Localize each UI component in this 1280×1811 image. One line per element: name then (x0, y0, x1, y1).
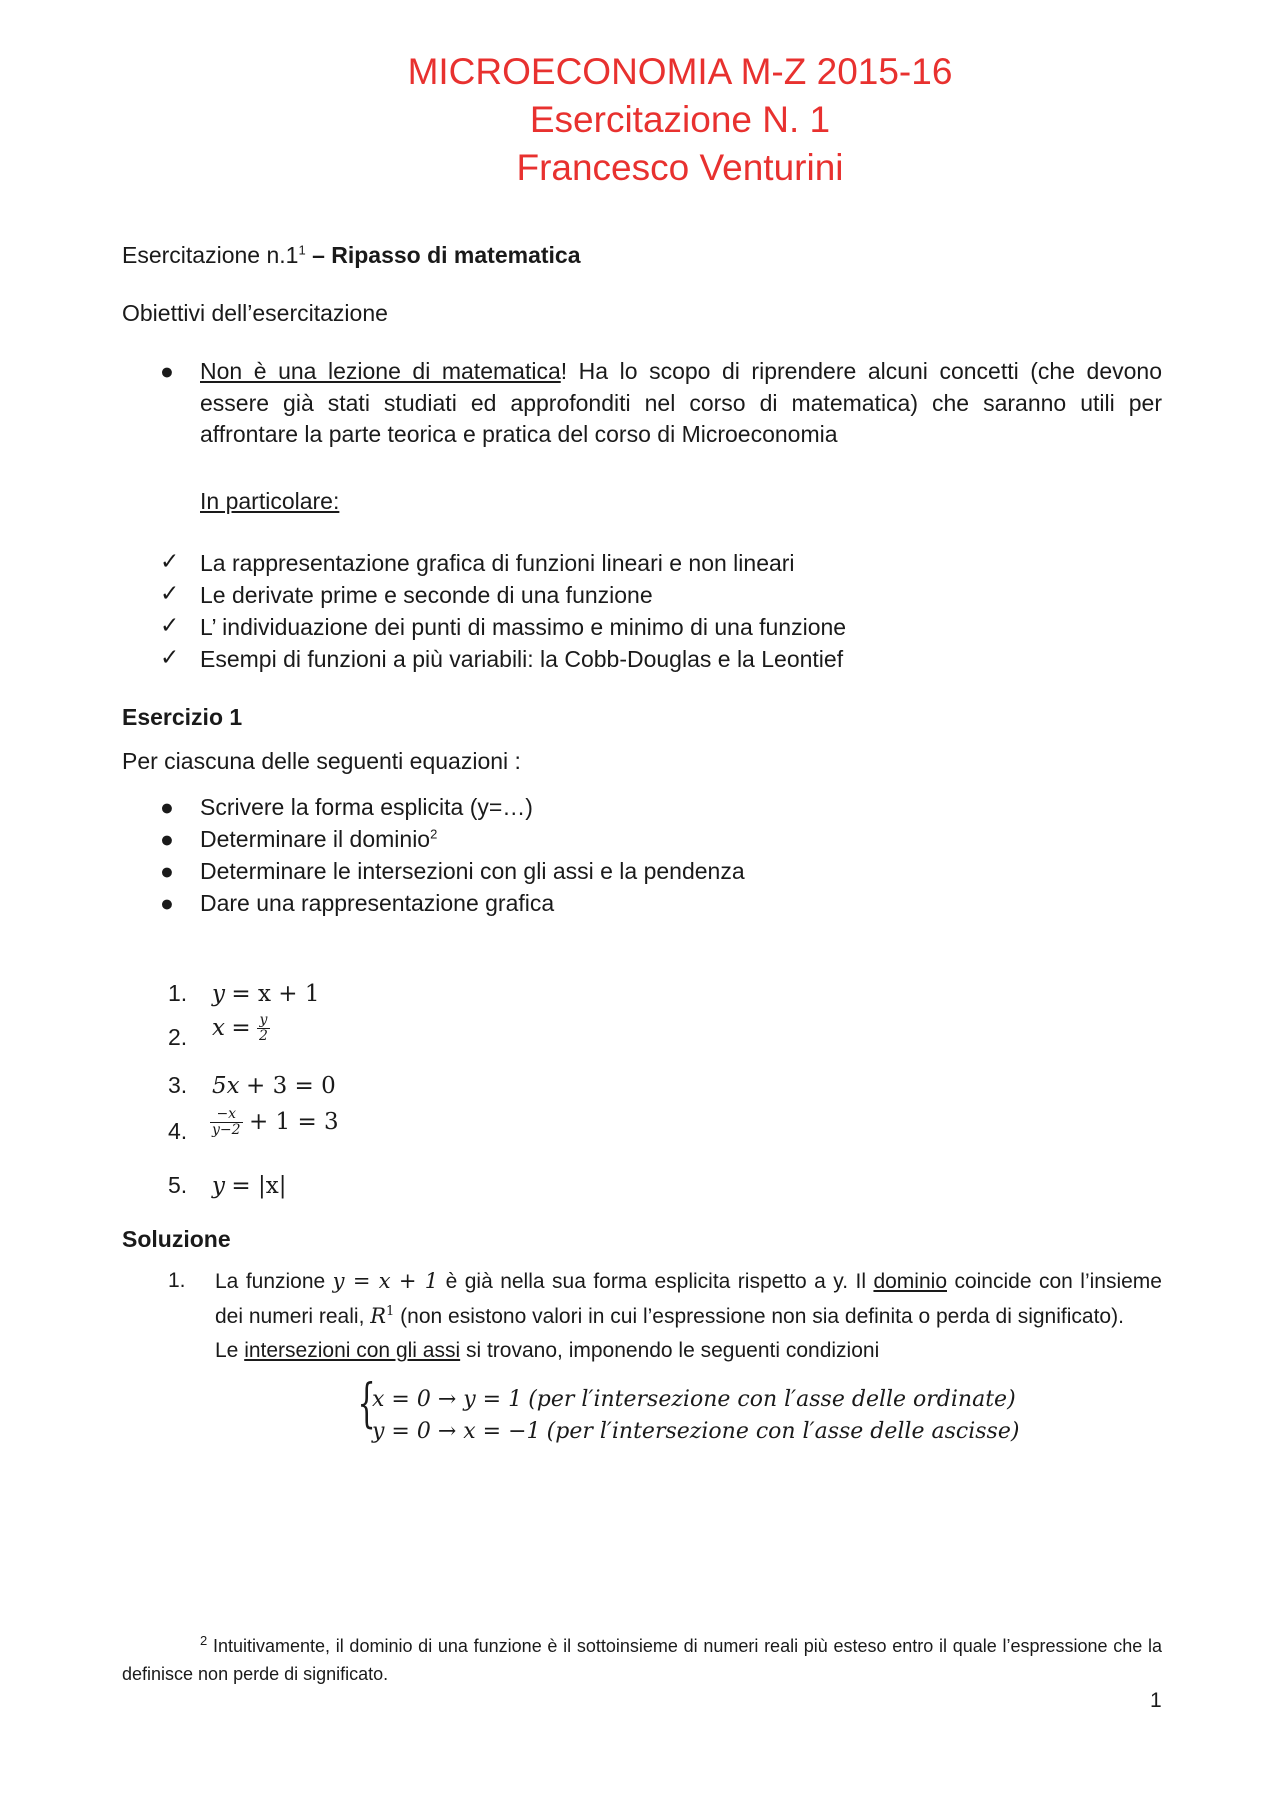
course-title: MICROECONOMIA M-Z 2015-16 (407, 51, 953, 92)
sol-R-sup: 1 (386, 1304, 395, 1319)
footnote-ref-2: 2 (430, 826, 438, 842)
sol-dominio: dominio (873, 1270, 947, 1293)
eq-lhs: y (212, 1173, 225, 1199)
checklist-item: L’ individuazione dei punti di massimo e minimo di una funzione (200, 614, 847, 640)
eq-lhs: x (212, 1015, 225, 1041)
equation-number: 3. (168, 1072, 188, 1098)
sol-text: (non esistono valori in cui l’espressione non sia definita o perda di significato). (394, 1305, 1124, 1328)
cond-eq: x = 0 → y = 1 (372, 1387, 523, 1412)
equation-1 (212, 978, 319, 1009)
eq-rhs: + 1 = 3 (248, 1109, 339, 1135)
eq-rhs: = x + 1 (231, 981, 320, 1007)
sol-text: La funzione (215, 1270, 333, 1293)
solution-paragraph (215, 1264, 1162, 1368)
fraction-denominator: 2 (259, 1028, 268, 1045)
condition-2 (372, 1416, 1019, 1447)
sol-text: coincide con l’insieme dei numeri reali, (215, 1270, 1162, 1328)
equation-3 (212, 1070, 336, 1101)
checklist-item: Esempi di funzioni a più variabili: la Cobb-Douglas e la Leontief (200, 646, 844, 672)
objectives-heading: Obiettivi dell’esercitazione (122, 300, 388, 326)
footnote-text: Intuitivamente, il dominio di una funzione è il sottoinsieme di numeri reali più esteso entro il quale l’espressione che la definisce non perde di significato. (122, 1636, 1162, 1684)
system-brace: { (357, 1374, 376, 1434)
sol-R: R (370, 1304, 387, 1328)
task-item: Determinare le intersezioni con gli assi e la pendenza (200, 858, 745, 884)
particular-label: In particolare: (200, 488, 340, 514)
objectives-text: ! Ha lo scopo di riprendere alcuni concetti (che devono essere già stati studiati ed approfonditi nel corso di matematica) che saranno utili per affrontare la parte teorica e pratica del corso di Microeconomia (200, 358, 1163, 447)
footnote (122, 1632, 1162, 1688)
fraction-numerator: y (257, 1013, 270, 1029)
eq-fraction (210, 1107, 243, 1138)
equation-number: 4. (168, 1118, 188, 1144)
exercise-lead: Per ciascuna delle seguenti equazioni : (122, 748, 521, 774)
task-item-text: Determinare il dominio (200, 826, 431, 852)
equation-5 (212, 1170, 286, 1201)
equation-number: 5. (168, 1172, 188, 1198)
session-title: Esercitazione N. 1 (529, 99, 831, 140)
solution-item-number: 1. (168, 1269, 186, 1292)
task-item: Scrivere la forma esplicita (y=…) (200, 794, 533, 820)
sol-equation: y = x + 1 (332, 1269, 439, 1293)
eq-rhs: = |x| (231, 1173, 287, 1199)
equation-number: 1. (168, 980, 188, 1006)
page-number: 1 (1150, 1689, 1162, 1712)
section-title-prefix: Esercitazione n.1 (122, 242, 299, 268)
bullet-dot: ● (160, 890, 174, 916)
eq-fraction (257, 1013, 270, 1044)
checklist-item: La rappresentazione grafica di funzioni lineari e non lineari (200, 550, 795, 576)
footnote-number: 2 (200, 1633, 208, 1648)
fraction-denominator: y−2 (212, 1122, 241, 1139)
cond-note: (per l′intersezione con l′asse delle ordinate) (528, 1387, 1016, 1412)
bullet-dot: ● (160, 358, 174, 384)
sol-text: Le (215, 1339, 245, 1362)
eq-lhs: y (212, 981, 225, 1007)
check-icon: ✓ (160, 580, 180, 606)
check-icon: ✓ (160, 644, 180, 670)
exercise-heading: Esercizio 1 (122, 704, 243, 730)
sol-intersezioni: intersezioni con gli assi (244, 1339, 461, 1362)
footnote-ref-1: 1 (298, 242, 306, 258)
checklist-item: Le derivate prime e seconde di una funzione (200, 582, 653, 608)
check-icon: ✓ (160, 612, 180, 638)
sol-text: è già nella sua forma esplicita rispetto a y. Il (438, 1270, 874, 1293)
section-title (122, 240, 581, 270)
equation-4 (210, 1106, 339, 1138)
objectives-paragraph (200, 356, 1162, 451)
cond-eq: y = 0 → x = −1 (372, 1419, 541, 1444)
eq-rhs: = (231, 1015, 251, 1041)
author-name: Francesco Venturini (516, 147, 844, 188)
equation-2 (212, 1012, 270, 1044)
fraction-numerator: −x (210, 1107, 243, 1123)
solution-heading: Soluzione (122, 1226, 231, 1252)
bullet-dot: ● (160, 826, 174, 852)
condition-1 (372, 1384, 1016, 1415)
check-icon: ✓ (160, 548, 180, 574)
sol-text: si trovano, imponendo le seguenti condizioni (460, 1339, 880, 1362)
section-title-bold: – Ripasso di matematica (312, 242, 581, 268)
eq-rhs: + 3 = 0 (246, 1073, 336, 1099)
eq-lhs: 5x (212, 1073, 240, 1099)
bullet-dot: ● (160, 794, 174, 820)
equation-number: 2. (168, 1024, 188, 1050)
bullet-dot: ● (160, 858, 174, 884)
objectives-underlined: Non è una lezione di matematica (200, 358, 561, 384)
task-item: Dare una rappresentazione grafica (200, 890, 555, 916)
task-item (200, 824, 437, 854)
cond-note: (per l′intersezione con l′asse delle ascisse) (546, 1419, 1020, 1444)
